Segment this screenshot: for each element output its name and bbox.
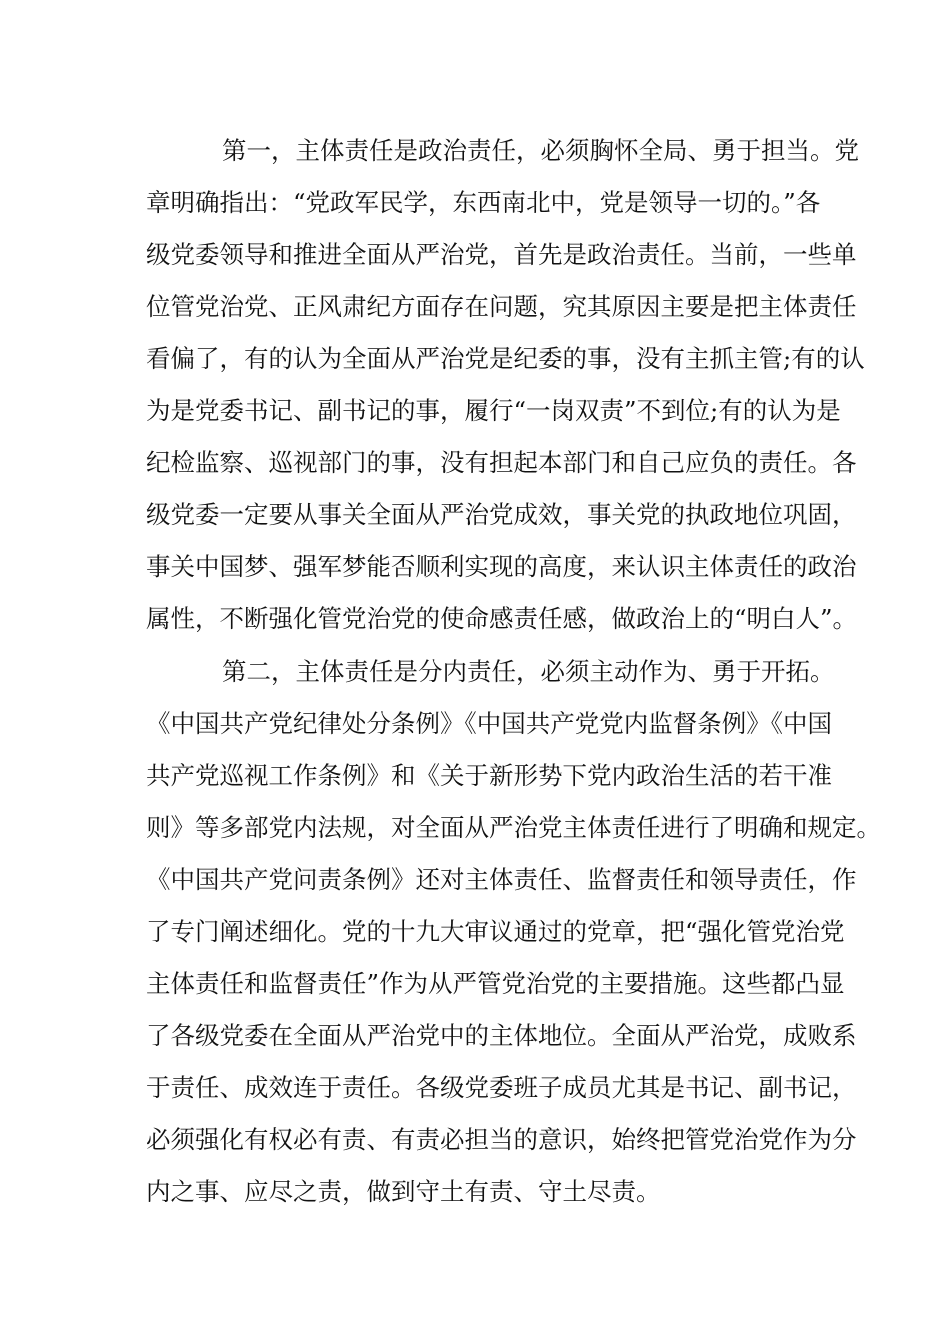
paragraph-line: 《中国共产党纪律处分条例》《中国共产党党内监督条例》《中国 <box>146 709 832 738</box>
paragraph-line: 主体责任和监督责任”作为从严管党治党的主要措施。这些都凸显 <box>146 969 845 998</box>
paragraph-line: 级党委一定要从事关全面从严治党成效，事关党的执政地位巩固， <box>146 500 857 529</box>
paragraph-line: 共产党巡视工作条例》和《关于新形势下党内政治生活的若干准 <box>146 761 832 790</box>
paragraph-line: 为是党委书记、副书记的事，履行“一岗双责”不到位;有的认为是 <box>146 396 841 425</box>
paragraph-line: 纪检监察、巡视部门的事，没有担起本部门和自己应负的责任。各 <box>146 448 857 477</box>
paragraph-line: 则》等多部党内法规，对全面从严治党主体责任进行了明确和规定。 <box>146 813 881 842</box>
paragraph-line: 第二，主体责任是分内责任，必须主动作为、勇于开拓。 <box>222 657 835 686</box>
paragraph-line: 《中国共产党问责条例》还对主体责任、监督责任和领导责任，作 <box>146 865 857 894</box>
paragraph-line: 事关中国梦、强军梦能否顺利实现的高度，来认识主体责任的政治 <box>146 552 857 581</box>
paragraph-line: 属性，不断强化管党治党的使命感责任感，做政治上的“明白人”。 <box>146 604 858 633</box>
paragraph-line: 了各级党委在全面从严治党中的主体地位。全面从严治党，成败系 <box>146 1021 857 1050</box>
paragraph-line: 位管党治党、正风肃纪方面存在问题，究其原因主要是把主体责任 <box>146 292 857 321</box>
paragraph-line: 级党委领导和推进全面从严治党，首先是政治责任。当前，一些单 <box>146 240 857 269</box>
paragraph-line: 内之事、应尽之责，做到守土有责、守土尽责。 <box>146 1177 661 1206</box>
paragraph-line: 看偏了，有的认为全面从严治党是纪委的事，没有主抓主管;有的认 <box>146 344 865 373</box>
paragraph-line: 必须强化有权必有责、有责必担当的意识，始终把管党治党作为分 <box>146 1125 857 1154</box>
paragraph-line: 章明确指出：“党政军民学，东西南北中，党是领导一切的。”各 <box>146 188 821 217</box>
paragraph-line: 第一，主体责任是政治责任，必须胸怀全局、勇于担当。党 <box>222 136 859 165</box>
paragraph-line: 于责任、成效连于责任。各级党委班子成员尤其是书记、副书记， <box>146 1073 857 1102</box>
paragraph-line: 了专门阐述细化。党的十九大审议通过的党章，把“强化管党治党 <box>146 917 845 946</box>
